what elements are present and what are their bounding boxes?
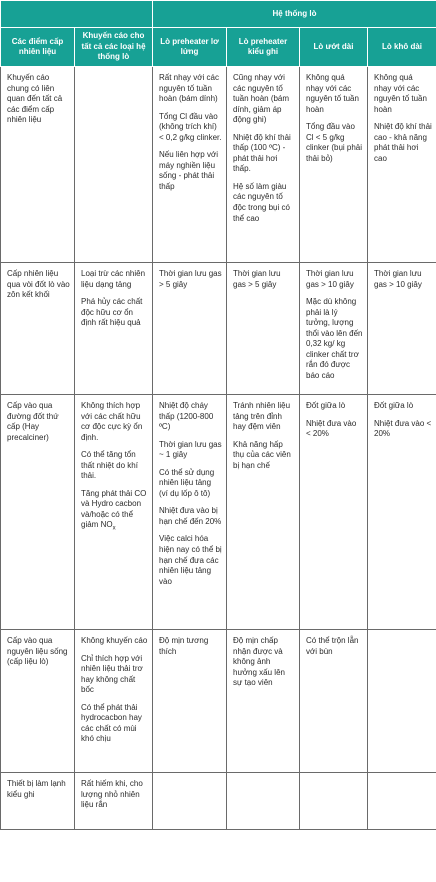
- cell-long-dry-kiln: [368, 630, 436, 773]
- cell-paragraph: Tổng đầu vào Cl < 5 g/kg clinker (bụi phải thải bỏ): [306, 122, 363, 163]
- cell-all-kilns: [75, 67, 153, 263]
- cell-fuel-point: [1, 773, 75, 830]
- cell-all-kilns: [75, 630, 153, 773]
- cell-paragraph: Độ mịn tương thích: [159, 636, 209, 656]
- cell-paragraph: Khả năng hấp thụ của các viên bị hạn chế: [233, 439, 291, 470]
- cell-paragraph: Không quá nhạy với các nguyên tố tuần hoàn: [374, 73, 427, 114]
- cell-grate-preheater: [227, 395, 300, 630]
- cell-paragraph: Chỉ thích hợp với nhiên liệu thải trơ hay không chất bốc: [81, 653, 143, 695]
- table-row: [1, 630, 436, 773]
- cell-paragraph: Cấp vào qua nguyên liệu sống (cấp liệu lò): [7, 636, 68, 667]
- cell-suspension-preheater: [153, 67, 227, 263]
- cell-paragraph: Tổng Cl đầu vào (không trích khí) < 0,2 g/kg clinker.: [159, 111, 222, 142]
- cell-long-wet-kiln: [300, 263, 368, 395]
- cell-paragraph: Đốt giữa lò: [306, 401, 346, 410]
- header-suspension-preheater: Lò preheater lơ lửng: [153, 28, 227, 67]
- cell-paragraph: Cấp vào qua đường đốt thứ cấp (Hay precalciner): [7, 401, 59, 442]
- cell-paragraph: Độ mịn chấp nhận được và không ảnh hưởng xấu lên sự tạo viên: [233, 636, 285, 688]
- header-fuel-points: Các điểm cấp nhiên liệu: [1, 28, 75, 67]
- cell-paragraph: Khuyến cáo chung có liên quan đến tất cả các điểm cấp nhiên liệu: [7, 73, 63, 125]
- cell-paragraph: Không quá nhạy với các nguyên tố tuần hoàn: [306, 73, 359, 114]
- cell-paragraph: Loại trừ các nhiên liệu dạng tảng: [81, 269, 146, 289]
- header-long-wet-kiln: Lò ướt dài: [300, 28, 368, 67]
- cell-paragraph: Mặc dù không phải là lý tưởng, lượng thổi vào lên đến 0,32 kg/ kg clinker chất trơ rắn đó được báo cáo: [306, 297, 363, 380]
- cell-all-kilns: [75, 773, 153, 830]
- cell-long-dry-kiln: [368, 773, 436, 830]
- cell-fuel-point: [1, 395, 75, 630]
- table-row: [1, 67, 436, 263]
- header-kiln-systems: Hệ thống lò: [153, 1, 436, 28]
- cell-suspension-preheater: [153, 395, 227, 630]
- cell-paragraph: Tăng phát thải CO và Hydro cacbon và/hoặc có thể giảm $NO_x$: [81, 488, 147, 533]
- cell-paragraph: Nhiệt độ khí thải cao - khả năng phát thải hơi cao: [374, 122, 432, 163]
- table-row: [1, 263, 436, 395]
- header-blank: [1, 1, 153, 28]
- cell-paragraph: Không khuyến cáo: [81, 636, 148, 645]
- cell-suspension-preheater: [153, 630, 227, 773]
- cell-paragraph: Thời gian lưu gas > 10 giây: [306, 269, 354, 289]
- cell-paragraph: Có thể phát thải hydrocacbon hay các chất có mùi khó chịu: [81, 702, 142, 744]
- header-grate-preheater: Lò preheater kiểu ghi: [227, 28, 300, 67]
- cell-paragraph: Đốt giữa lò: [374, 401, 414, 410]
- table-row: [1, 395, 436, 630]
- header-all-kilns: Khuyến cáo cho tất cả các loại hệ thống lò: [75, 28, 153, 67]
- cell-grate-preheater: [227, 773, 300, 830]
- cell-long-dry-kiln: [368, 395, 436, 630]
- cell-long-wet-kiln: [300, 773, 368, 830]
- cell-paragraph: Cũng nhạy với các nguyên tố tuần hoàn (bám dính, giảm áp động ghi): [233, 73, 290, 125]
- cell-paragraph: Có thể tăng tổn thất nhiệt do khí thải.: [81, 450, 138, 481]
- cell-grate-preheater: [227, 630, 300, 773]
- cell-long-dry-kiln: [368, 263, 436, 395]
- cell-long-wet-kiln: [300, 630, 368, 773]
- header-long-dry-kiln: Lò khô dài: [368, 28, 436, 67]
- cell-paragraph: Thiết bị làm lạnh kiểu ghi: [7, 779, 66, 799]
- cell-paragraph: Nhiệt đưa vào < 20%: [374, 418, 432, 439]
- cell-paragraph: Nhiệt đưa vào < 20%: [306, 418, 357, 439]
- cell-paragraph: Có thể trộn lẫn với bùn: [306, 636, 359, 656]
- cell-paragraph: Cấp nhiên liệu qua vòi đốt lò vào zôn kết khối: [7, 269, 70, 300]
- cell-suspension-preheater: [153, 263, 227, 395]
- cell-paragraph: Có thể sử dụng nhiên liệu tảng (ví dụ lốp ô tô): [159, 467, 215, 498]
- cell-long-dry-kiln: [368, 67, 436, 263]
- cell-paragraph: Việc calci hóa hiện nay có thể bị hạn chế đưa các nhiên liệu tảng vào: [159, 534, 222, 586]
- cell-paragraph: Thời gian lưu gas > 5 giây: [233, 269, 281, 289]
- cell-paragraph: Thời gian lưu gas ~ 1 giây: [159, 439, 222, 460]
- cell-fuel-point: [1, 630, 75, 773]
- cell-paragraph: Rất hiếm khi, cho lượng nhỏ nhiên liệu rắn: [81, 779, 143, 810]
- cell-paragraph: Nhiệt đưa vào bị hạn chế đến 20%: [159, 506, 222, 526]
- cell-paragraph: Không thích hợp với các chất hữu cơ độc cực kỳ ổn định.: [81, 401, 143, 442]
- cell-all-kilns: [75, 263, 153, 395]
- cell-long-wet-kiln: [300, 67, 368, 263]
- cell-fuel-point: [1, 67, 75, 263]
- cell-paragraph: Nếu liên hợp với máy nghiền liệu sống - phát thải thấp: [159, 150, 218, 191]
- cell-paragraph: Rất nhạy với các nguyên tố tuần hoàn (bám dính): [159, 73, 219, 104]
- cell-all-kilns: [75, 395, 153, 630]
- table-row: [1, 773, 436, 830]
- cell-grate-preheater: [227, 263, 300, 395]
- cell-grate-preheater: [227, 67, 300, 263]
- cell-paragraph: Nhiệt độ cháy thấp (1200-800 ºC): [159, 401, 214, 432]
- cell-suspension-preheater: [153, 773, 227, 830]
- cell-long-wet-kiln: [300, 395, 368, 630]
- cell-fuel-point: [1, 263, 75, 395]
- cell-paragraph: Hệ số làm giàu các nguyên tố độc trong bụi có thể cao: [233, 181, 290, 223]
- cell-paragraph: Thời gian lưu gas > 5 giây: [159, 269, 222, 289]
- cell-paragraph: Tránh nhiên liệu tảng trên đỉnh hay đệm viên: [233, 401, 291, 432]
- cell-paragraph: Phá hủy các chất độc hữu cơ ổn định rất hiệu quả: [81, 297, 143, 328]
- cell-paragraph: Nhiệt độ khí thải thấp (100 ºC) - phát thải hơi thấp.: [233, 132, 291, 174]
- cell-paragraph: Thời gian lưu gas > 10 giây: [374, 269, 422, 289]
